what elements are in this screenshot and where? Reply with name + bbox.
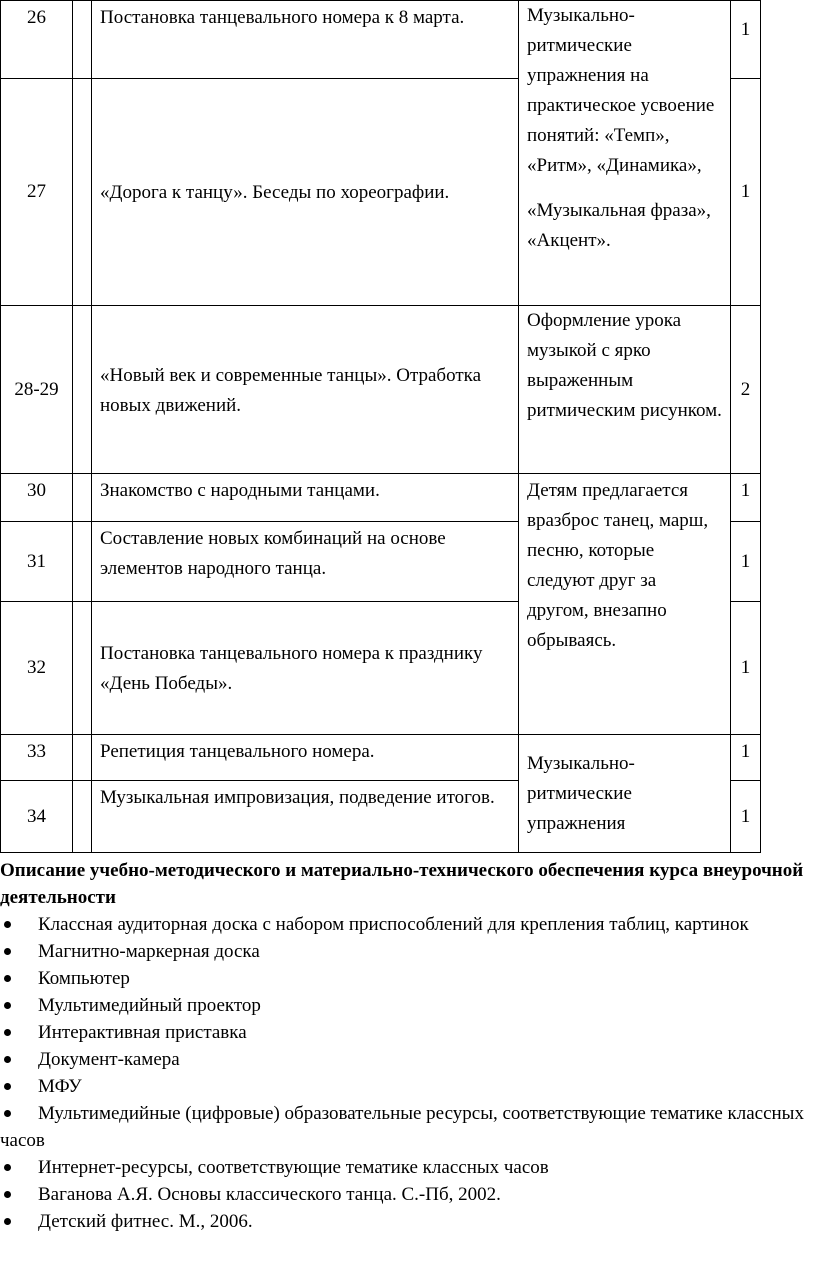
list-item: Мультимедийные (цифровые) образовательные ресурсы, соответствующие тематике классных часов: [0, 1100, 812, 1154]
lesson-number: 31: [1, 522, 73, 602]
spacer-cell: [73, 781, 92, 853]
list-item: Детский фитнес. М., 2006.: [0, 1208, 812, 1235]
list-item: Документ-камера: [0, 1046, 812, 1073]
activity-cell: [519, 474, 731, 735]
lesson-hours: 1: [731, 1, 761, 79]
lesson-hours: 1: [731, 735, 761, 781]
spacer-cell: [73, 522, 92, 602]
lesson-number: 28-29: [1, 306, 73, 474]
list-item: Интернет-ресурсы, соответствующие тематике классных часов: [0, 1154, 812, 1181]
lesson-number: 33: [1, 735, 73, 781]
table-row: [1, 474, 761, 522]
list-item: Интерактивная приставка: [0, 1019, 812, 1046]
lesson-topic: Постановка танцевального номера к 8 марта.: [92, 1, 519, 79]
activity-text: Детям предлагается вразброс танец, марш, песню, которые следуют друг за другом, внезапно обрываясь.: [527, 480, 709, 651]
table-row: [1, 306, 761, 474]
lesson-hours: 1: [731, 474, 761, 522]
list-item: Классная аудиторная доска с набором приспособлений для крепления таблиц, картинок: [0, 911, 812, 938]
list-item: Магнитно-маркерная доска: [0, 938, 812, 965]
lesson-hours: 1: [731, 522, 761, 602]
activity-cell: [519, 735, 731, 853]
lesson-topic: «Новый век и современные танцы». Отработка новых движений.: [92, 306, 519, 474]
spacer-cell: [73, 474, 92, 522]
lesson-topic: Репетиция танцевального номера.: [92, 735, 519, 781]
spacer-cell: [73, 1, 92, 79]
activity-cell: [519, 306, 731, 474]
lesson-hours: 1: [731, 602, 761, 735]
spacer-cell: [73, 735, 92, 781]
section-heading: Описание учебно-методического и материально-технического обеспечения курса внеурочной деятельности: [0, 860, 804, 908]
list-item: МФУ: [0, 1073, 812, 1100]
lesson-topic: «Дорога к танцу». Беседы по хореографии.: [92, 79, 519, 306]
list-item: Ваганова А.Я. Основы классического танца. С.-Пб, 2002.: [0, 1181, 812, 1208]
activity-text: Музыкально-ритмические упражнения на практическое усвоение понятий: «Темп», «Ритм», «Динамика»,: [527, 5, 715, 176]
lesson-number: 27: [1, 79, 73, 306]
activity-text: Музыкально-ритмические упражнения: [527, 752, 635, 834]
lesson-topic: Постановка танцевального номера к празднику «День Победы».: [92, 602, 519, 735]
activity-cell: [519, 1, 731, 306]
resources-list: [0, 911, 812, 1235]
lesson-hours: 1: [731, 781, 761, 853]
lesson-topic: Музыкальная импровизация, подведение итогов.: [92, 781, 519, 853]
spacer-cell: [73, 602, 92, 735]
list-item: Компьютер: [0, 965, 812, 992]
activity-text: Оформление урока музыкой с ярко выраженным ритмическим рисунком.: [527, 310, 722, 421]
resources-section: [0, 857, 812, 1235]
table-row: [1, 735, 761, 781]
lesson-number: 32: [1, 602, 73, 735]
lesson-topic: Составление новых комбинаций на основе элементов народного танца.: [92, 522, 519, 602]
spacer-cell: [73, 306, 92, 474]
lesson-hours: 1: [731, 79, 761, 306]
lesson-topic: Знакомство с народными танцами.: [92, 474, 519, 522]
list-item: Мультимедийный проектор: [0, 992, 812, 1019]
lesson-number: 30: [1, 474, 73, 522]
activity-text: «Музыкальная фраза», «Акцент».: [527, 200, 711, 251]
lesson-number: 34: [1, 781, 73, 853]
spacer-cell: [73, 79, 92, 306]
lesson-number: 26: [1, 1, 73, 79]
table-row: [1, 1, 761, 79]
lesson-hours: 2: [731, 306, 761, 474]
